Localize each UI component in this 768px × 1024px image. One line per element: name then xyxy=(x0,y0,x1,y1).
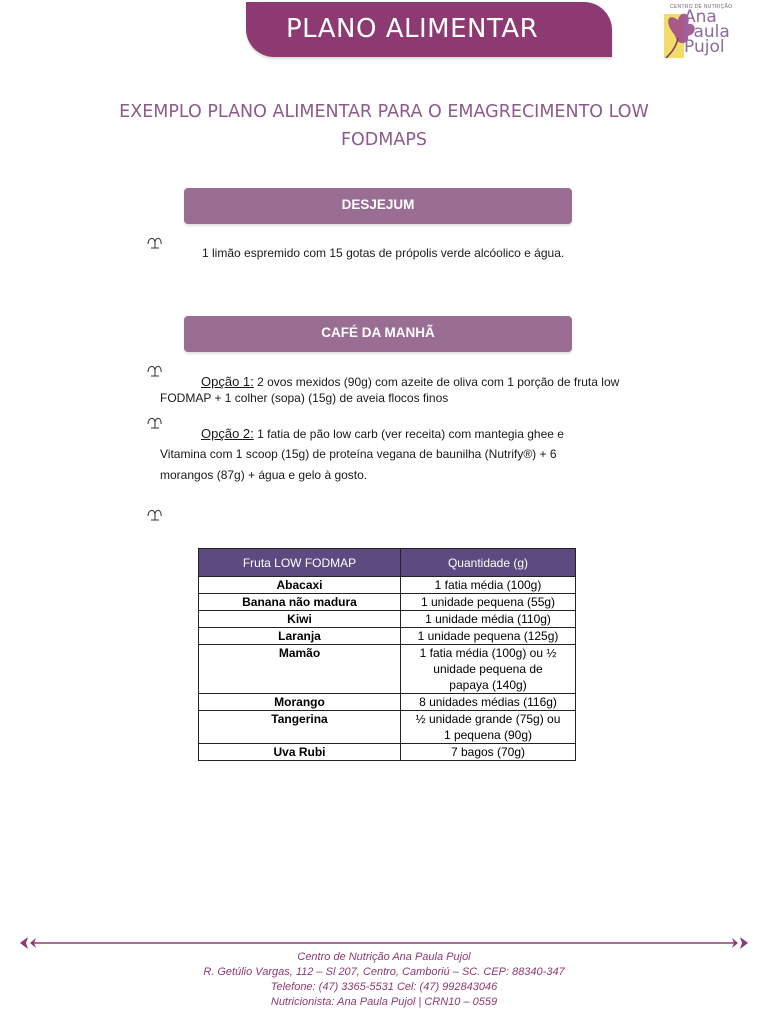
quantity-line: 1 fatia média (100g) ou ½ xyxy=(419,646,557,660)
logo-name: Ana Paula Pujol xyxy=(684,7,730,57)
option-2-label: Opção 2: xyxy=(201,426,254,441)
quantity-line: ½ unidade grande (75g) ou xyxy=(415,712,561,726)
table-header-row xyxy=(199,549,576,577)
table-row xyxy=(199,594,576,611)
fruit-name-cell: Tangerina xyxy=(199,711,401,744)
quantity-line: papaya (140g) xyxy=(449,678,527,692)
option-1-line-2: FODMAP + 1 colher (sopa) (15g) de aveia flocos finos xyxy=(160,391,449,405)
fruit-name-cell: Morango xyxy=(199,694,401,711)
quantity-line: 1 fatia média (100g) xyxy=(434,578,542,592)
quantity-line: unidade pequena de xyxy=(433,662,543,676)
option-2-line-1: Opção 2: 1 fatia de pão low carb (ver receita) com mantegia ghee e xyxy=(201,426,564,441)
option-1-line-1: Opção 1: 2 ovos mexidos (90g) com azeite de oliva com 1 porção de fruta low xyxy=(201,374,620,389)
document-title: EXEMPLO PLANO ALIMENTAR PARA O EMAGRECIMENTO LOW FODMAPS xyxy=(119,102,649,150)
fruit-name-cell: Abacaxi xyxy=(199,577,401,594)
leaf-bullet-icon xyxy=(146,234,164,250)
logo-caption: CENTRO DE NUTRIÇÃO xyxy=(670,4,733,10)
fruit-name-cell: Laranja xyxy=(199,628,401,645)
fruit-table xyxy=(198,548,576,761)
table-row xyxy=(199,577,576,594)
leaf-bullet-icon xyxy=(146,506,164,522)
quantity-cell xyxy=(401,711,576,744)
quantity-cell xyxy=(401,744,576,761)
quantity-line: 1 unidade pequena (125g) xyxy=(417,629,559,643)
quantity-line: 8 unidades médias (116g) xyxy=(419,695,557,709)
option-1-label: Opção 1: xyxy=(201,374,254,389)
quantity-line: 1 unidade pequena (55g) xyxy=(420,595,556,609)
table-body xyxy=(199,577,576,761)
table-row xyxy=(199,744,576,761)
quantity-cell xyxy=(401,594,576,611)
quantity-cell xyxy=(401,694,576,711)
desjejum-text: 1 limão espremido com 15 gotas de própolis verde alcóolico e água. xyxy=(202,246,565,260)
quantity-cell xyxy=(401,645,576,694)
quantity-line: 1 pequena (90g) xyxy=(443,728,533,742)
quantity-line: 7 bagos (70g) xyxy=(450,745,526,759)
table-row xyxy=(199,711,576,744)
section-desjejum: DESJEJUM xyxy=(184,188,572,224)
quantity-line: 1 unidade média (110g) xyxy=(425,612,551,626)
quantity-cell xyxy=(401,628,576,645)
section-cafe-da-manha: CAFÉ DA MANHÃ xyxy=(184,316,572,352)
option-2-line-2: Vitamina com 1 scoop (15g) de proteína vegana de baunilha (Nutrify®) + 6 xyxy=(160,447,557,461)
quantity-cell xyxy=(401,577,576,594)
table-row xyxy=(199,694,576,711)
leaf-bullet-icon xyxy=(146,414,164,430)
column-header-quantity: Quantidade (g) xyxy=(401,549,576,577)
fruit-name-cell: Mamão xyxy=(199,645,401,694)
option-2-line-3: morangos (87g) + água e gelo à gosto. xyxy=(160,468,368,482)
table-row xyxy=(199,628,576,645)
fruit-name-cell: Banana não madura xyxy=(199,594,401,611)
table-row xyxy=(199,611,576,628)
column-header-fruit: Fruta LOW FODMAP xyxy=(199,549,401,577)
quantity-cell xyxy=(401,611,576,628)
table-row xyxy=(199,645,576,694)
footer-contact: Centro de Nutrição Ana Paula Pujol R. Getúlio Vargas, 112 – Sl 207, Centro, Camboriú – SC. CEP: 88340-347 Telefone: (47) 3365-5531 Cel: (47) 992843046 Nutricionista: Ana Paula Pujol | CRN10 – 0559 xyxy=(203,951,565,1008)
page-title: PLANO ALIMENTAR xyxy=(286,14,539,44)
leaf-bullet-icon xyxy=(146,362,164,378)
fruit-name-cell: Kiwi xyxy=(199,611,401,628)
fruit-name-cell: Uva Rubi xyxy=(199,744,401,761)
